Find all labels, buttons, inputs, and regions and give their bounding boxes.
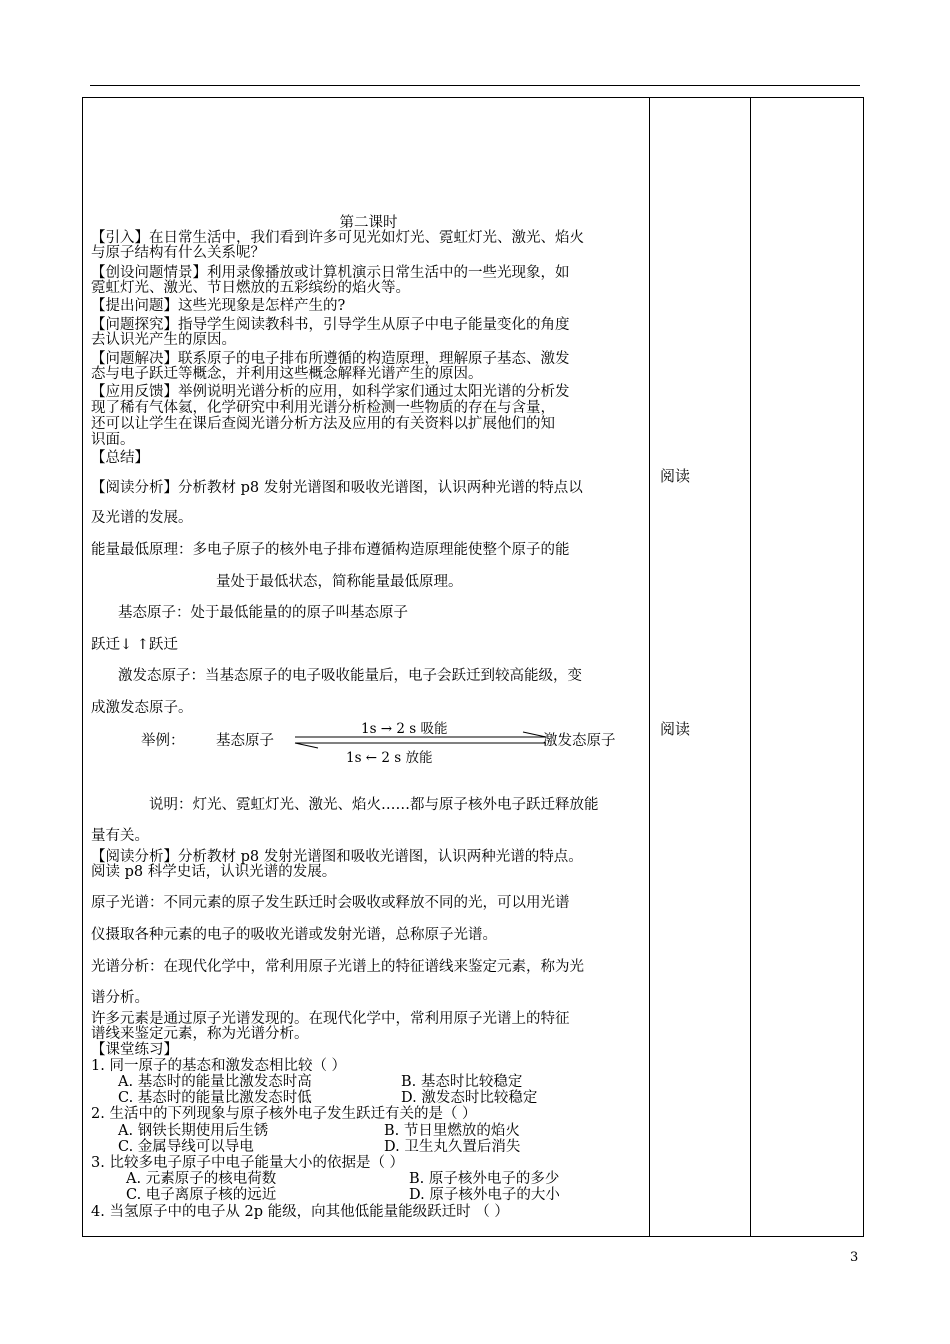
text-line: 现了稀有气体氦，化学研究中利用光谱分析检测一些物质的存在与含量，: [91, 400, 555, 416]
text-line: 霓虹灯光、激光、节日燃放的五彩缤纷的焰火等。: [91, 280, 410, 296]
reading-analysis-1-cont: 及光谱的发展。: [91, 510, 193, 526]
example-ground-state: 基态原子: [216, 733, 274, 749]
text-line: 【问题解决】联系原子的电子排布所遵循的构造原理，理解原子基态、激发: [91, 351, 570, 367]
page-number: 3: [850, 1250, 859, 1265]
text-line: 识面。: [91, 432, 135, 448]
reading-label-2: 阅读: [660, 720, 691, 738]
summary-heading: 【总结】: [91, 450, 149, 466]
lesson-table: [82, 97, 864, 1237]
explanation: 说明：灯光、霓虹灯光、激光、焰火……都与原子核外电子跃迁释放能: [149, 797, 599, 813]
question-4: 4. 当氢原子中的电子从 2p 能级，向其他低能量能级跃迁时 （ ）: [91, 1204, 509, 1220]
transition-arrows: 跃迁↓ ↑跃迁: [91, 637, 178, 653]
question-3: 3. 比较多电子原子中电子能量大小的依据是（ ）: [91, 1155, 405, 1171]
q3-option-a: A. 元素原子的核电荷数: [126, 1171, 277, 1187]
q2-option-c: C. 金属导线可以导电: [118, 1139, 254, 1155]
q2-option-b: B. 节日里燃放的焰火: [384, 1123, 520, 1139]
q3-option-c: C. 电子离原子核的远近: [126, 1187, 277, 1203]
question-1: 1. 同一原子的基态和激发态相比较（ ）: [91, 1058, 347, 1074]
excited-state-cont: 成激发态原子。: [91, 700, 193, 716]
header-rule: [90, 85, 860, 86]
excited-state: 激发态原子：当基态原子的电子吸收能量后，电子会跃迁到较高能级，变: [118, 668, 582, 684]
lesson-title: 第二课时: [339, 215, 398, 231]
text-line: 【创设问题情景】利用录像播放或计算机演示日常生活中的一些光现象，如: [91, 265, 570, 281]
q1-option-c: C. 基态时的能量比激发态时低: [118, 1090, 312, 1106]
example-absorb: 1s → 2 s 吸能: [361, 721, 448, 737]
spectral-analysis-cont: 谱分析。: [91, 990, 149, 1006]
energy-principle: 能量最低原理：多电子原子的核外电子排布遵循构造原理能使整个原子的能: [91, 542, 570, 558]
q3-option-b: B. 原子核外电子的多少: [409, 1171, 560, 1187]
elements-discovery: 许多元素是通过原子光谱发现的。在现代化学中，常利用原子光谱上的特征: [91, 1011, 570, 1027]
ground-state: 基态原子：处于最低能量的的原子叫基态原子: [118, 605, 408, 621]
reading-analysis-2: 【阅读分析】分析教材 p8 发射光谱图和吸收光谱图，认识两种光谱的特点。: [91, 849, 583, 865]
atomic-spectrum-cont: 仪摄取各种元素的电子的吸收光谱或发射光谱，总称原子光谱。: [91, 927, 497, 943]
energy-principle-cont: 量处于最低状态，简称能量最低原理。: [216, 574, 463, 590]
text-line: 还可以让学生在课后查阅光谱分析方法及应用的有关资料以扩展他们的知: [91, 416, 555, 432]
example-label: 举例：: [141, 733, 185, 749]
question-2: 2. 生活中的下列现象与原子核外电子发生跃迁有关的是（ ）: [91, 1106, 477, 1122]
atomic-spectrum: 原子光谱：不同元素的原子发生跃迁时会吸收或释放不同的光，可以用光谱: [91, 895, 570, 911]
text-line: 【问题探究】指导学生阅读教科书，引导学生从原子中电子能量变化的角度: [91, 317, 570, 333]
text-line: 【应用反馈】举例说明光谱分析的应用，如科学家们通过太阳光谱的分析发: [91, 384, 570, 400]
column-divider-2: [750, 98, 751, 1236]
example-emit: 1s ← 2 s 放能: [346, 750, 433, 766]
q1-option-b: B. 基态时比较稳定: [401, 1074, 523, 1090]
text-line: 【提出问题】这些光现象是怎样产生的?: [91, 298, 346, 314]
reversible-arrow: [293, 730, 548, 750]
q3-option-d: D. 原子核外电子的大小: [409, 1187, 560, 1203]
q1-option-a: A. 基态时的能量比激发态时高: [118, 1074, 312, 1090]
reading-analysis-1: 【阅读分析】分析教材 p8 发射光谱图和吸收光谱图，认识两种光谱的特点以: [91, 480, 583, 496]
example-excited-state: 激发态原子: [543, 733, 616, 749]
text-line: 去认识光产生的原因。: [91, 332, 236, 348]
reading-label-1: 阅读: [660, 467, 691, 485]
column-divider-1: [649, 98, 650, 1236]
practice-heading: 【课堂练习】: [91, 1042, 178, 1058]
reading-analysis-2-cont: 阅读 p8 科学史话，认识光谱的发展。: [91, 864, 337, 880]
q2-option-d: D. 卫生丸久置后消失: [384, 1139, 521, 1155]
text-line: 【引入】在日常生活中，我们看到许多可见光如灯光、霓虹灯光、激光、焰火: [91, 230, 584, 246]
explanation-cont: 量有关。: [91, 828, 149, 844]
spectral-analysis: 光谱分析：在现代化学中，常利用原子光谱上的特征谱线来鉴定元素，称为光: [91, 959, 584, 975]
q2-option-a: A. 钢铁长期使用后生锈: [118, 1123, 269, 1139]
text-line: 态与电子跃迁等概念，并利用这些概念解释光谱产生的原因。: [91, 366, 483, 382]
text-line: 与原子结构有什么关系呢？: [91, 245, 265, 261]
elements-discovery-cont: 谱线来鉴定元素，称为光谱分析。: [91, 1026, 309, 1042]
q1-option-d: D. 激发态时比较稳定: [401, 1090, 538, 1106]
